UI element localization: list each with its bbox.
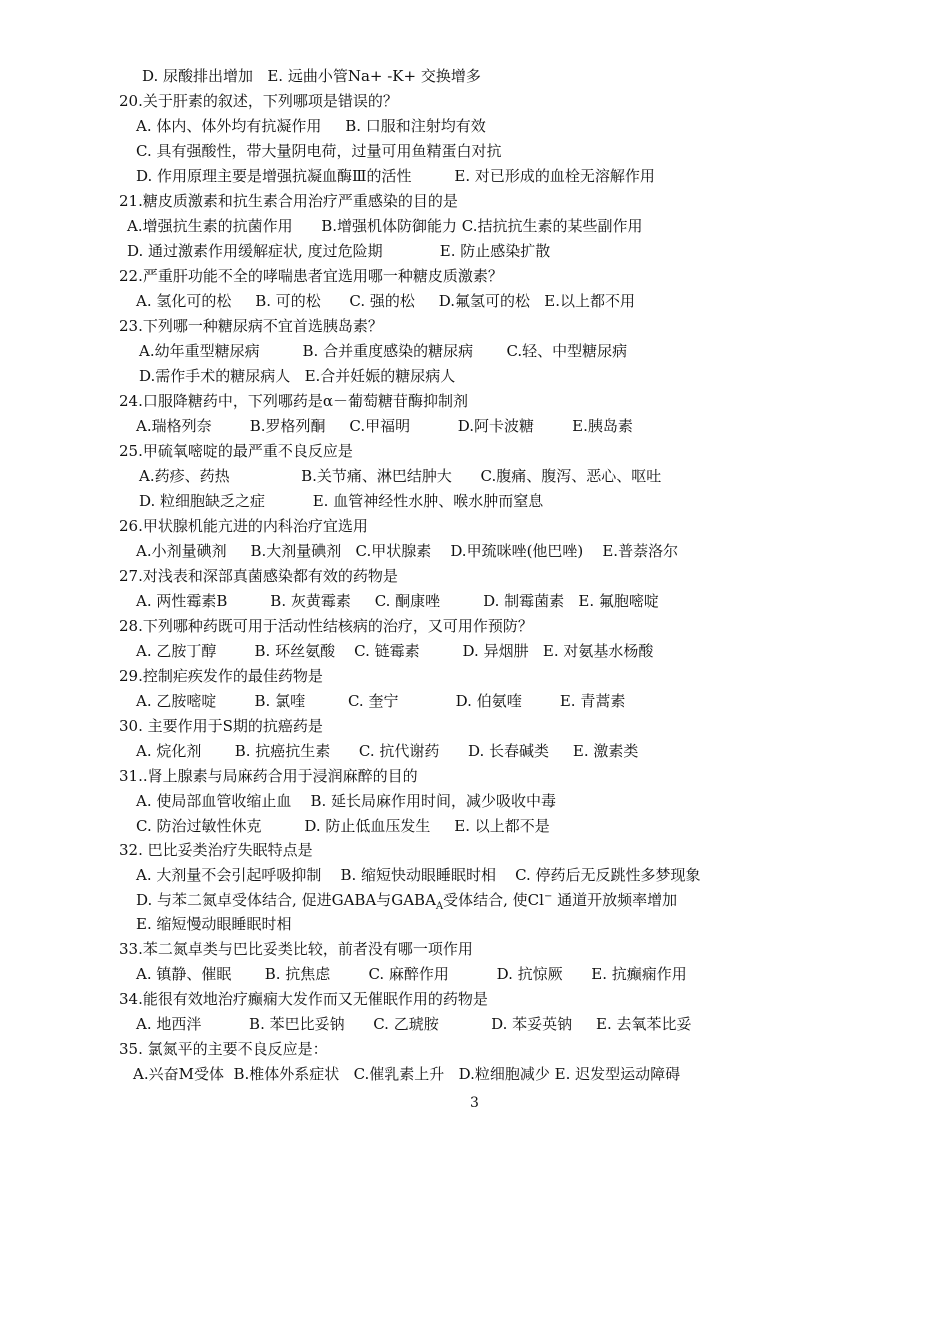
subscript: A: [435, 901, 444, 912]
text-line: A. 两性霉素B B. 灰黄霉素 C. 酮康唑 D. 制霉菌素 E. 氟胞嘧啶: [136, 592, 659, 610]
text-line: D. 作用原理主要是增强抗凝血酶Ⅲ的活性 E. 对已形成的血栓无溶解作用: [136, 167, 655, 185]
text-line: D. 粒细胞缺乏之症 E. 血管神经性水肿、喉水肿而窒息: [139, 492, 544, 510]
question-35: 35. 氯氮平的主要不良反应是：: [119, 1040, 328, 1058]
text-line: A.瑞格列奈 B.罗格列酮 C.甲福明 D.阿卡波糖 E.胰岛素: [136, 417, 633, 435]
text-line: A.小剂量碘剂 B.大剂量碘剂 C.甲状腺素 D.甲巯咪唑(他巴唑) E.普萘洛尔: [136, 542, 679, 560]
text-segment: 受体结合, 使Cl: [443, 891, 544, 909]
question-26: 26.甲状腺机能亢进的内科治疗宜选用: [119, 517, 368, 535]
question-33: 33.苯二氮卓类与巴比妥类比较，前者没有哪一项作用: [119, 940, 473, 958]
text-line: A.兴奋M受体 B.椎体外系症状 C.催乳素上升 D.粒细胞减少 E. 迟发型运动障碍: [133, 1065, 681, 1083]
text-line: D. 通过激素作用缓解症状, 度过危险期 E. 防止感染扩散: [127, 242, 551, 260]
text-line: [136, 890, 677, 910]
question-34: 34.能很有效地治疗癫痫大发作而又无催眠作用的药物是: [119, 990, 488, 1008]
text-line: C. 具有强酸性，带大量阴电荷，过量可用鱼精蛋白对抗: [136, 142, 502, 160]
text-line: A. 体内、体外均有抗凝作用 B. 口服和注射均有效: [136, 117, 486, 135]
question-22: 22.严重肝功能不全的哮喘患者宜选用哪一种糖皮质激素？: [119, 267, 503, 285]
question-30: 30. 主要作用于S期的抗癌药是: [119, 717, 323, 735]
question-28: 28.下列哪种药既可用于活动性结核病的治疗，又可用作预防？: [119, 617, 533, 635]
question-23: 23.下列哪一种糖尿病不宜首选胰岛素？: [119, 317, 383, 335]
question-25: 25.甲硫氧嘧啶的最严重不良反应是: [119, 442, 353, 460]
page-number: 3: [470, 1095, 479, 1111]
text-line: A. 地西泮 B. 苯巴比妥钠 C. 乙琥胺 D. 苯妥英钠 E. 去氧苯比妥: [136, 1015, 692, 1033]
text-line: A. 使局部血管收缩止血 B. 延长局麻作用时间，减少吸收中毒: [136, 792, 557, 810]
text-line: A. 乙胺丁醇 B. 环丝氨酸 C. 链霉素 D. 异烟肼 E. 对氨基水杨酸: [136, 642, 654, 660]
text-line: A. 烷化剂 B. 抗癌抗生素 C. 抗代谢药 D. 长春碱类 E. 激素类: [136, 742, 639, 760]
question-32: 32. 巴比妥类治疗失眠特点是: [119, 841, 313, 859]
text-line: A. 氢化可的松 B. 可的松 C. 强的松 D.氟氢可的松 E.以上都不用: [136, 292, 635, 310]
text-line: A. 镇静、催眠 B. 抗焦虑 C. 麻醉作用 D. 抗惊厥 E. 抗癫痫作用: [136, 965, 687, 983]
question-27: 27.对浅表和深部真菌感染都有效的药物是: [119, 567, 398, 585]
question-29: 29.控制疟疾发作的最佳药物是: [119, 667, 323, 685]
question-21: 21.糖皮质激素和抗生素合用治疗严重感染的目的是: [119, 192, 458, 210]
text-line: A.增强抗生素的抗菌作用 B.增强机体防御能力 C.拮抗抗生素的某些副作用: [127, 217, 643, 235]
text-line: D.需作手术的糖尿病人 E.合并妊娠的糖尿病人: [139, 367, 456, 385]
text-line: A. 乙胺嘧啶 B. 氯喹 C. 奎宁 D. 伯氨喹 E. 青蒿素: [136, 692, 626, 710]
superscript: −: [543, 891, 553, 902]
text-line: A. 大剂量不会引起呼吸抑制 B. 缩短快动眼睡眠时相 C. 停药后无反跳性多梦现象: [136, 866, 701, 884]
text-line: C. 防治过敏性休克 D. 防止低血压发生 E. 以上都不是: [136, 817, 550, 835]
text-line: A.药疹、药热 B.关节痛、淋巴结肿大 C.腹痛、腹泻、恶心、呕吐: [139, 467, 662, 485]
question-24: 24.口服降糖药中，下列哪药是α－葡萄糖苷酶抑制剂: [119, 392, 468, 410]
text-segment: 通道开放频率增加: [552, 891, 678, 909]
question-31: 31..肾上腺素与局麻药合用于浸润麻醉的目的: [119, 767, 418, 785]
text-line: D. 尿酸排出增加 E. 远曲小管Na+ -K+ 交换增多: [142, 67, 481, 85]
text-line: E. 缩短慢动眼睡眠时相: [136, 915, 292, 933]
question-20: 20.关于肝素的叙述，下列哪项是错误的？: [119, 92, 398, 110]
text-segment: D. 与苯二氮卓受体结合, 促进GABA与GABA: [136, 891, 436, 909]
text-line: A.幼年重型糖尿病 B. 合并重度感染的糖尿病 C.轻、中型糖尿病: [139, 342, 628, 360]
